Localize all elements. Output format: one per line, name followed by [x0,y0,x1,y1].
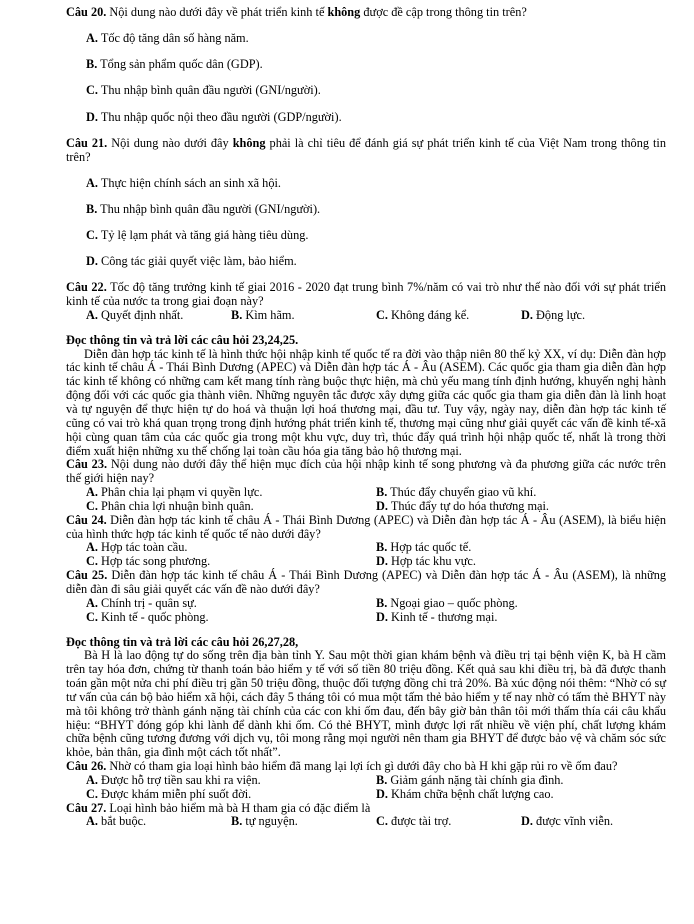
option-d: D. được vĩnh viễn. [521,814,614,829]
option-b: B. Ngoại giao – quốc phòng. [376,595,518,610]
option-d: D. Động lực. [521,307,586,322]
question-24: Câu 24. Diễn đàn hợp tác kinh tế châu Á - Thái Bình Dương (APEC) và Diễn đàn hợp tác Á - Âu (ASEM), là biểu hiện của hình thức hợp tác kinh tế quốc tế nào dưới đây? [66,512,666,541]
option-c: C. Được khám miễn phí suốt đời. [86,786,252,801]
option-c: C. Hợp tác song phương. [86,554,211,569]
option-c: C. Phân chia lợi nhuận bình quân. [86,498,254,513]
options-row [66,555,666,569]
option-d: D. Kinh tế - thương mại. [376,609,498,624]
option-b: B. Hợp tác quốc tế. [376,540,472,555]
question-number: Câu 22. [66,280,107,295]
options-row [66,500,666,514]
option-a: A. bắt buộc. [86,814,147,829]
option-b: B. Thu nhập bình quân đầu người (GNI/người). [86,201,321,216]
option-a: A. Phân chia lại phạm vi quyền lực. [86,485,263,500]
option-c: C. Tỷ lệ lạm phát và tăng giá hàng tiêu dùng. [86,227,309,242]
option-a: A. Hợp tác toàn cầu. [86,540,188,555]
question-number: Câu 26. [66,759,107,774]
options-row [66,597,666,611]
question-26: Câu 26. Nhờ có tham gia loại hình bảo hiểm đã mang lại lợi ích gì dưới đây cho bà H khi gặp rủi ro về ốm đau? [66,759,618,774]
passage-heading: Đọc thông tin và trả lời các câu hỏi 23,24,25. [66,332,299,347]
option-d: D. Khám chữa bệnh chất lượng cao. [376,786,554,801]
option-b: B. Tổng sản phẩm quốc dân (GDP). [86,57,263,72]
option-d: D. Thu nhập quốc nội theo đầu người (GDP/người). [86,109,342,124]
question-22: Câu 22. Tốc độ tăng trưởng kinh tế giai 2016 - 2020 đạt trung bình 7%/năm có vai trò như thế nào đối với sự phát triển kinh tế của nước ta trong giai đoạn này? [66,280,666,309]
option-b: B. tự nguyện. [231,814,298,829]
option-c: C. được tài trợ. [376,814,452,829]
question-20: Câu 20. Nội dung nào dưới đây về phát triển kinh tế không được đề cập trong thông tin trên? [66,5,527,19]
question-21: Câu 21. Nội dung nào dưới đây không phải là chỉ tiêu để đánh giá sự phát triển kinh tế của Việt Nam trong thông tin trên? [66,135,666,164]
option-a: A. Được hỗ trợ tiền sau khi ra viện. [86,772,261,787]
passage-text: Diễn đàn hợp tác kinh tế là hình thức hội nhập kinh tế quốc tế ra đời vào thập niên 80 thế kỷ XX, ví dụ: Diễn đàn hợp tác kinh tế châu Á - Thái Bình Dương (APEC) và Diễn đàn hợp tác Á - Âu (ASEM). Các quốc gia tham gia diễn đàn hợp tác kinh tế không có những cam kết mang tính ràng buộc thực hiện, mà chủ yếu mang tính định hướng, khuyến nghị hành động đối với các quốc gia thành viên. Những nguyên tắc được xây dựng giữa các quốc gia tham gia diễn đàn là linh hoạt và tự nguyện để thực hiện tự do hoá và thuận lợi hoá thương mại, đầu tư. Tuy vậy, ngày nay, diễn đàn hợp tác kinh tế cũng có vai trò khá quan trọng trong định hướng phát triển kinh tế, thương mại cũng như giải quyết các vấn đề kinh tế-xã hội cùng quan tâm của các quốc gia trong một khu vực, duy trì, thúc đẩy quá trình hội nhập quốc tế, nhất là trong thời điểm xuất hiện những xu thế chống lại toàn cầu hóa gia tăng bảo hộ thương mại. [66,346,666,458]
question-number: Câu 23. [66,457,108,472]
question-25: Câu 25. Diễn đàn hợp tác kinh tế châu Á - Thái Bình Dương (APEC) và Diễn đàn hợp tác Á - Âu (ASEM), là những diễn đàn đi sâu giải quyết các vấn đề nào dưới đây? [66,568,666,596]
options-row [66,788,666,802]
option-b: B. Thúc đẩy chuyển giao vũ khí. [376,485,537,500]
option-b: B. Kìm hãm. [231,307,295,322]
option-c: C. Không đáng kể. [376,307,470,322]
passage-text: Bà H là lao động tự do sống trên địa bàn tỉnh Y. Sau một thời gian khám bệnh và điều trị tại bệnh viện K, bà H cầm trên tay hóa đơn, chứng từ thanh toán bảo hiểm y tế với số tiền 80 triệu đồng. Kết quả sau khi điều trị, bà đã được thanh toán gần một nửa chi phí điều trị gần 50 triệu đồng, thuộc đối tượng đồng chi trả 20%. Bà xúc động nói thêm: “Nhờ có sự tư vấn của cán bộ bảo hiểm xã hội, cách đây 5 tháng tôi có mua một tấm thẻ bảo hiểm y tế nay nhờ có tấm thẻ BHYT này mà tôi không trở thành gánh nặng tài chính của các con khi ốm đau, đến bây giờ bản thân tôi mới thấm thía cái câu khẩu hiệu: “BHYT đóng góp khi lành để dành khi ốm. Có thẻ BHYT, mình được lợi rất nhiều về viện phí, chất lượng khám chữa bệnh cũng tương đương với dịch vụ, tôi mong rằng mọi người nên tham gia BHYT để được bảo vệ và chăm sóc sức khỏe, bản thân, gia đình một cách tốt nhất”. [66,648,666,760]
options-row [66,815,666,829]
option-d: D. Công tác giải quyết việc làm, bảo hiểm. [86,254,297,269]
question-number: Câu 27. [66,800,107,815]
options-row [66,309,666,323]
question-27: Câu 27. Loại hình bảo hiểm mà bà H tham gia có đặc điểm là [66,800,371,815]
question-number: Câu 24. [66,512,107,527]
question-number: Câu 25. [66,568,108,583]
option-c: C. Kinh tế - quốc phòng. [86,609,209,624]
options-row [66,774,666,788]
option-c: C. Thu nhập bình quân đầu người (GNI/người). [86,83,321,98]
options-row [66,541,666,555]
option-a: A. Thực hiện chính sách an sinh xã hội. [86,175,281,190]
option-a: A. Tốc độ tăng dân số hàng năm. [86,31,249,46]
options-row [66,611,666,625]
option-a: A. Quyết định nhất. [86,307,184,322]
question-number: Câu 20. [66,5,107,19]
passage-heading: Đọc thông tin và trả lời các câu hỏi 26,27,28, [66,634,299,649]
question-number: Câu 21. [66,135,108,150]
options-row [66,486,666,500]
question-23: Câu 23. Nội dung nào dưới đây thể hiện mục đích của hội nhập kinh tế song phương và đa phương giữa các nước trên thế giới hiện nay? [66,457,666,486]
option-b: B. Giảm gánh nặng tài chính gia đình. [376,772,564,787]
option-d: D. Hợp tác khu vực. [376,554,476,569]
option-d: D. Thúc đẩy tự do hóa thương mại. [376,498,549,513]
option-a: A. Chính trị - quân sự. [86,595,197,610]
